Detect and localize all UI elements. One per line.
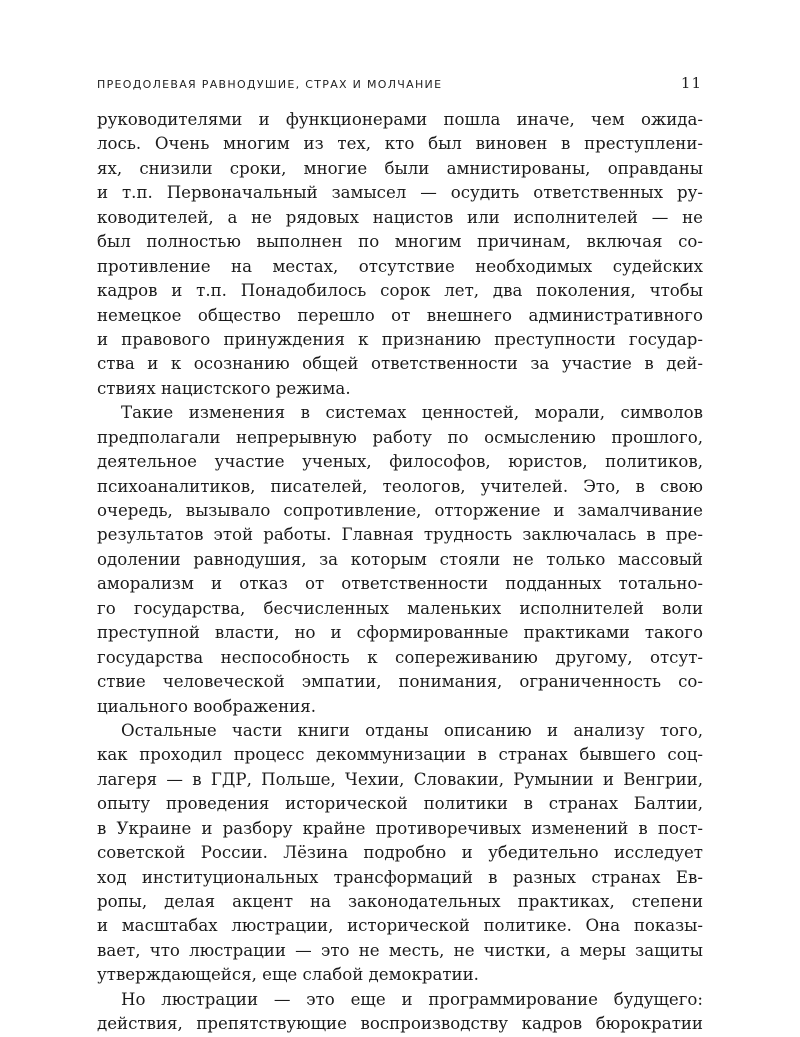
text-line: ход институциональных трансформаций в разных странах Ев-	[97, 867, 703, 887]
paragraph	[97, 108, 703, 401]
paragraph	[97, 719, 703, 988]
text-line: лось. Очень многим из тех, кто был виновен в преступлени-	[97, 134, 703, 154]
text-line: и масштабах люстрации, исторической политике. Она показы-	[97, 916, 703, 936]
running-title: ПРЕОДОЛЕВАЯ РАВНОДУШИЕ, СТРАХ И МОЛЧАНИЕ	[97, 78, 443, 91]
text-line: немецкое общество перешло от внешнего административного	[97, 305, 703, 325]
text-line: аморализм и отказ от ответственности подданных тотально-	[97, 574, 703, 594]
text-line: был полностью выполнен по многим причинам, включая со-	[97, 232, 703, 252]
body-text	[97, 108, 703, 1037]
text-line: лагеря — в ГДР, Польше, Чехии, Словакии, Румынии и Венгрии,	[97, 769, 703, 789]
text-line: и т.п. Первоначальный замысел — осудить ответственных ру-	[97, 183, 703, 203]
text-line: одолении равнодушия, за которым стояли не только массовый	[97, 549, 703, 569]
text-line: ководителей, а не рядовых нацистов или исполнителей — не	[97, 207, 703, 227]
paragraph	[97, 401, 703, 719]
text-line: го государства, бесчисленных маленьких исполнителей воли	[97, 598, 703, 618]
text-line: циального воображения.	[97, 696, 316, 716]
text-line: противление на местах, отсутствие необходимых судейских	[97, 256, 703, 276]
text-line: Такие изменения в системах ценностей, морали, символов	[121, 403, 703, 423]
text-line: преступной власти, но и сформированные практиками такого	[97, 623, 703, 643]
paragraph	[97, 988, 703, 1037]
text-line: в Украине и разбору крайне противоречивых изменений в пост-	[97, 818, 703, 838]
text-line: ствиях нацистского режима.	[97, 378, 351, 398]
text-line: ропы, делая акцент на законодательных практиках, степени	[97, 892, 703, 911]
text-line: как проходил процесс декоммунизации в странах бывшего соц-	[97, 745, 703, 765]
text-line: советской России. Лёзина подробно и убедительно исследует	[97, 843, 703, 863]
text-line: опыту проведения исторической политики в странах Балтии,	[97, 794, 703, 814]
text-line: ях, снизили сроки, многие были амнистированы, оправданы	[97, 158, 703, 178]
page-number: 11	[680, 74, 702, 92]
text-line: деятельное участие ученых, философов, юристов, политиков,	[97, 452, 703, 472]
text-line: действия, препятствующие воспроизводству кадров бюрократии	[97, 1014, 703, 1034]
text-line: утверждающейся, еще слабой демократии.	[97, 965, 479, 985]
text-line: Но люстрации — это еще и программирование будущего:	[121, 989, 703, 1009]
text-line: и правового принуждения к признанию преступности государ-	[97, 329, 703, 349]
text-line: результатов этой работы. Главная трудность заключалась в пре-	[97, 525, 703, 545]
text-line: вает, что люстрации — это не месть, не чистки, а меры защиты	[97, 940, 703, 960]
text-line: ства и к осознанию общей ответственности за участие в дей-	[97, 354, 703, 374]
text-line: руководителями и функционерами пошла иначе, чем ожида-	[97, 110, 703, 129]
text-line: Остальные части книги отданы описанию и анализу того,	[121, 720, 703, 740]
running-head	[97, 74, 702, 94]
text-line: кадров и т.п. Понадобилось сорок лет, два поколения, чтобы	[97, 281, 703, 301]
text-line: психоаналитиков, писателей, теологов, учителей. Это, в свою	[97, 476, 703, 496]
text-line: ствие человеческой эмпатии, понимания, ограниченность со-	[97, 672, 703, 692]
text-line: очередь, вызывало сопротивление, отторжение и замалчивание	[97, 501, 703, 520]
text-line: государства неспособность к сопереживанию другому, отсут-	[97, 647, 703, 667]
text-line: предполагали непрерывную работу по осмыслению прошлого,	[97, 427, 703, 447]
